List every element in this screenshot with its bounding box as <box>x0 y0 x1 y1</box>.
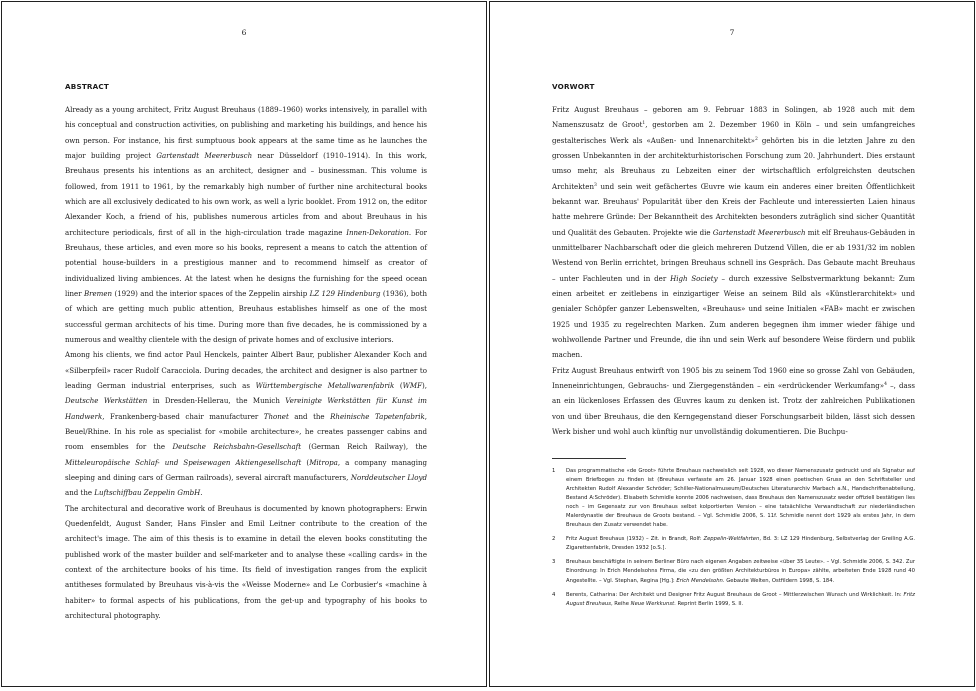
italic-text: Mitteleuropäische Schlaf- und Speisewagen Aktiengesellschaft <box>65 457 302 467</box>
paragraph: Among his clients, we find actor Paul Henckels, painter Albert Baur, publisher Alexander Koch and «Silberpfeil» racer Rudolf Caracciola. During decades, the architect and designer is also partner to leading German industrial enterprises, such as Württembergische Metallwarenfabrik (WMF), Deutsche Werkstätten in Dresden-Hellerau, the Munich Vereinigte Werkstätten für Kunst im Handwerk, Frankenberg-based chair manufacturer Thonet and the Rheinische Tapetenfabrik, Beuel/Rhine. In his role as specialist for «mobile architecture», he creates passenger cabins and room ensembles for the Deutsche Reichsbahn-Gesellschaft (German Reich Railway), the Mitteleuropäische Schlaf- und Speisewagen Aktiengesellschaft (Mitropa, a company managing sleeping and dining cars of German railroads), several aircraft manufacturers, Norddeutscher Lloyd and the Luftschiffbau Zeppelin GmbH. <box>65 350 428 498</box>
footnote-text: Fritz August Breuhaus (1932) – Zit. in Brandt, Rolf: Zeppelin-Weltfahrten, Bd. 3: LZ 129 Hindenburg, Selbstverlag der Greiling A.G. Zigarettenfabrik, Dresden 1932 [o.S.]. <box>566 536 915 552</box>
footnote-text: Das programmatische «de Groot» führte Breuhaus nachweislich seit 1928, wo dieser Namenszusatz gedruckt und als Signatur auf einem Briefbogen zu finden ist (Breuhaus verfasste am 26. Januar 1928 einen poetischen Gruss an den Schriftsteller und Architekten Rudolf Alexander Schröder; Schiller-Nationalmuseum/Deutsches Literaturarchiv Marbach a.N., Handschriftenabteilung, Bestand A:Schröder). Elisabeth Schmidle konnte 2006 nachweisen, dass Breuhaus den Namenszusatz weder offiziell bestätigen lies noch – im Gegensatz zur von Breuhaus selbst kolportierten Version – eine tatsächliche Verwandtschaft zur niederländischen Malerdynastie der Breuhaus de Groots bestand. – Vgl. Schmidle 2006, S. 11f. Schmidle nennt dort 1929 als erstes Jahr, in dem Breuhaus den Zusatz verwendet habe. <box>566 468 915 529</box>
vorwort-body <box>552 102 915 439</box>
italic-text: Bremen <box>83 288 113 298</box>
paragraph: Fritz August Breuhaus entwirft von 1905 bis zu seinem Tod 1960 eine so grosse Zahl von Gebäuden, Inneneinrichtungen, Gebrauchs- und Ziergegenständen – ein «erdrückender Werkumfang»$^4$ –, dass an ein lückenloses Erfassen des Œuvres kaum zu denken ist. Trotz der zahlreichen Publikationen von und über Breuhaus, die den Kerngegenstand dieser Forschungsarbeit bilden, lässt sich dessen Werk bisher und wohl auch künftig nur unvollständig dokumentieren. Die Buchpu- <box>552 365 915 436</box>
footnote-reference[interactable]: 1 <box>642 121 646 127</box>
footnote-reference[interactable]: 4 <box>884 381 887 387</box>
paragraph: Already as a young architect, Fritz August Breuhaus (1889–1960) works intensively, in parallel with his conceptual and construction activities, on publishing and marketing his buildings, and hence his own person. For instance, his first sumptuous book appears at the same time as he launches the major building project Gartenstadt Meererbusch near Düsseldorf (1910–1914). In this work, Breuhaus presents his intentions as an architect, designer and – businessman. This volume is followed, from 1911 to 1961, by the remarkably high number of further nine architectural books which are all exclusively dedicated to his own work, as well a lyric booklet. From 1912 on, the editor Alexander Koch, a friend of his, publishes numerous articles from and about Breuhaus in his architecture periodicals, first of all in the high-circulation trade magazine Innen-Dekoration. For Breuhaus, these articles, and even more so his books, represent a means to catch the attention of potential house-builders in a prestigious manner and to recommend himself as creator of individualized living ambiences. At the latest when he designs the furnishing for the speed ocean liner Bremen (1929) and the interior spaces of the Zeppelin airship LZ 129 Hindenburg (1936), both of which are getting much public attention, Breuhaus establishes himself as one of the most successful german architects of his time. During more than five decades, he is commissioned by a numerous and wealthy clientele with the design of private homes and of exclusive interiors. <box>65 105 428 344</box>
italic-text: Württembergische Metallwarenfabrik <box>255 380 395 390</box>
section-heading-abstract: ABSTRACT <box>65 82 109 91</box>
italic-text: Neue Werkkunst <box>630 600 675 607</box>
paragraph: The architectural and decorative work of Breuhaus is documented by known photographers: Erwin Quedenfeldt, August Sander, Hans Finsler and Emil Leitner contribute to the creation of the architect's image. The aim of this thesis is to examine in detail the eleven books constituting the published work of the master builder and self-marketer and to analyse these «calling cards» in the context of the architecture books of his time. Its field of investigation ranges from the explicit antitheses formulated by Breuhaus vis-à-vis the «Weisse Moderne» and Le Corbusier's «machine à habiter» to formal aspects of his publications, from the get-up and typography of his books to architectural photography. <box>65 503 427 620</box>
page-number: 7 <box>729 28 735 37</box>
paragraph: Fritz August Breuhaus – geboren am 9. Februar 1883 in Solingen, ab 1928 auch mit dem Namenszusatz de Groot$^1$, gestorben am 2. Dezember 1960 in Köln – und sein umfangreiches gestalterisches Werk als «Außen- und Innenarchitekt»$^2$ gehörten bis in die letzten Jahre zu den grossen Unbekannten in der architekturhistorischen Forschung zum 20. Jahrhundert. Dies erstaunt umso mehr, als Breuhaus zu Lebzeiten einer der wirtschaftlich erfolgreichsten deutschen Architekten$^3$ und sein weit gefächertes Œuvre wie kaum ein anderes einer breiten Öffentlichkeit bekannt war. Breuhaus' Popularität über den Kreis der Fachleute und interessierten Laien hinaus hatte mehrere Gründe: Der Bekanntheit des Architekten besonders zuträglich sind sicher Quantität und Qualität des Gebauten. Projekte wie die Gartenstadt Meererbusch mit elf Breuhaus-Gebäuden in unmittelbarer Nachbarschaft oder die gleich mehreren Dutzend Villen, die er ab 1931/32 im noblen Westend von Berlin errichtet, bringen Breuhaus schnell ins Gespräch. Das Gebaute macht Breuhaus – unter Fachleuten und in der High Society – durch exzessive Selbstvermarktung bekannt: Zum einen arbeitet er zeitlebens in einzigartiger Weise an seinem Bild als «Künstlerarchitekt» und genialer Schöpfer ganzer Lebenswelten, «Breuhaus» und seine Initialen «FAB» macht er zwischen 1925 und 1935 zu regelrechten Marken. Zum anderen begegnen ihm immer wieder fähige und wohlwollende Partner und Freunde, die ihn und sein Werk auf besondere Weise fördern und publik machen. <box>552 105 916 360</box>
italic-text: Deutsche Werkstätten <box>65 396 148 406</box>
footnote-reference[interactable]: 2 <box>755 136 758 142</box>
footnote-text: Berents, Catharina: Der Architekt und Designer Fritz August Breuhaus de Groot – Mittlerzwischen Wunsch und Wirklichkeit. In: Fritz August Breuhaus, Reihe Neue Werkkunst. Reprint Berlin 1999, S. II. <box>566 591 915 607</box>
italic-text: High Society <box>670 273 718 283</box>
footnote <box>552 535 915 553</box>
italic-text: Zeppelin-Weltfahrten <box>703 536 760 543</box>
footnotes <box>552 467 915 614</box>
italic-text: Luftschiffbau Zeppelin GmbH <box>94 488 201 498</box>
footnote-number: 4 <box>552 591 556 598</box>
italic-text: Mitropa <box>309 457 338 467</box>
italic-text: Innen-Dekoration <box>346 227 409 237</box>
italic-text: Fritz August Breuhaus <box>566 591 915 607</box>
footnote-number: 3 <box>552 559 556 566</box>
footnote <box>552 558 915 585</box>
italic-text: Thonet <box>263 411 289 421</box>
left-page <box>1 1 487 687</box>
footnote-number: 2 <box>552 536 556 543</box>
italic-text: Deutsche Reichsbahn-Gesellschaft <box>172 442 302 452</box>
italic-text: WMF <box>402 380 422 390</box>
section-heading-vorwort: VORWORT <box>552 82 595 91</box>
italic-text: LZ 129 Hindenburg <box>309 288 381 298</box>
italic-text: Gartenstadt Meererbusch <box>712 227 806 237</box>
right-page <box>489 1 975 687</box>
page-number: 6 <box>241 28 247 37</box>
footnote <box>552 467 915 530</box>
footnote-number: 1 <box>552 468 556 474</box>
italic-text: Norddeutscher Lloyd <box>350 472 427 482</box>
footnote <box>552 591 915 609</box>
abstract-body <box>65 102 427 623</box>
footnote-divider <box>552 458 626 459</box>
footnote-text: Breuhaus beschäftigte in seinem Berliner Büro nach eigenen Angaben zeitweise «über 35 Leute». – Vgl. Schmidle 2006, S. 342. Zur Einordnung: In Erich Mendelsohns Firma, die «zu den größten Architekturbüros in Europa» zählte, arbeiteten Ende 1928 rund 40 Angestellte. – Vgl. Stephan, Regina [Hg.]: Erich Mendelsohn. Gebaute Welten, Ostfildern 1998, S. 184. <box>566 559 915 584</box>
italic-text: Rheinische Tapetenfabrik <box>330 411 425 421</box>
italic-text: Erich Mendelsohn <box>676 577 723 584</box>
italic-text: Gartenstadt Meererbusch <box>156 150 253 160</box>
italic-text: Vereinigte Werkstätten für Kunst im Handwerk <box>65 396 427 421</box>
footnote-reference[interactable]: 3 <box>594 182 597 188</box>
